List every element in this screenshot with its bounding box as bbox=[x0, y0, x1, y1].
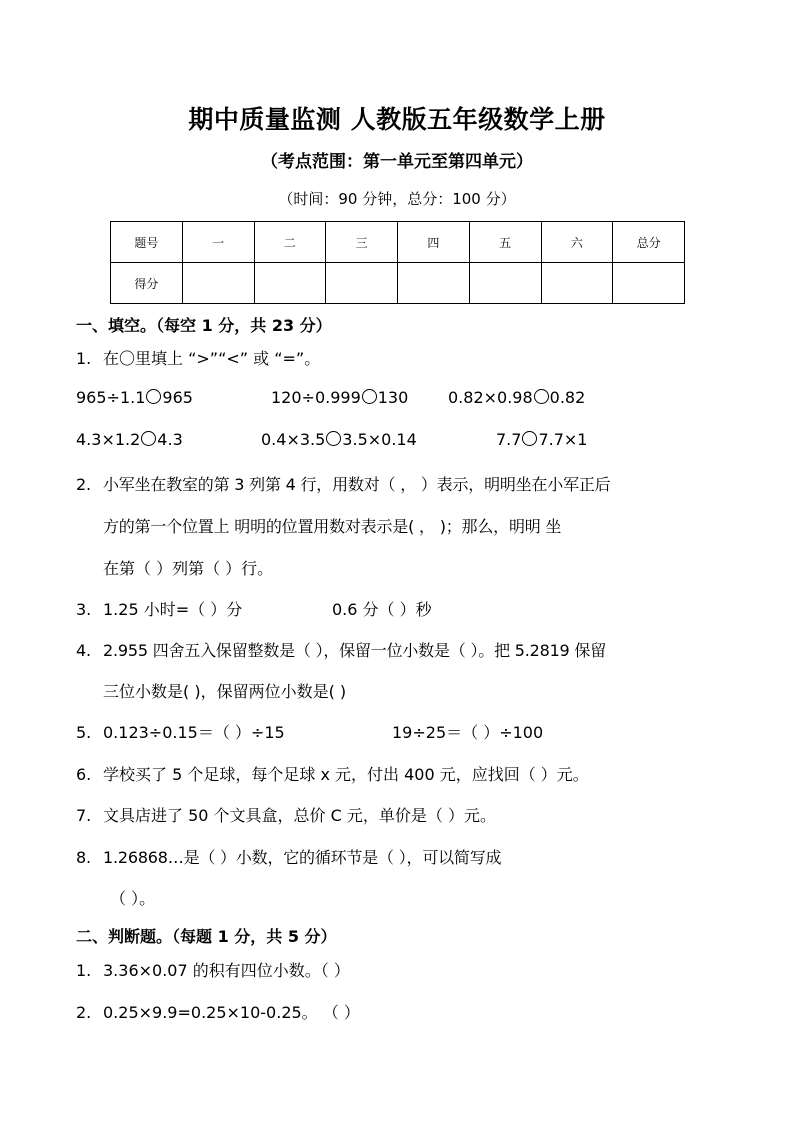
judge-question-1 bbox=[76, 958, 350, 981]
compare-left: 0.4×3.5 bbox=[261, 430, 326, 449]
header-cell: 二 bbox=[254, 222, 326, 263]
question-number: 3. bbox=[76, 600, 92, 619]
section-2-heading: 二、判断题。（每题 1 分，共 5 分） bbox=[76, 927, 337, 946]
question-number: 4. bbox=[76, 641, 91, 660]
question-3-part-b: 0.6 分（ ）秒 bbox=[332, 600, 432, 619]
score-cell[interactable] bbox=[182, 263, 254, 304]
score-cell[interactable] bbox=[469, 263, 541, 304]
compare-left: 120÷0.999 bbox=[271, 388, 361, 407]
question-text: 1.26868…是（ ）小数，它的循环节是（ ），可以简写成 bbox=[103, 848, 502, 867]
judge-question-2 bbox=[76, 1000, 360, 1023]
question-number: 6. bbox=[76, 765, 92, 784]
header-cell: 六 bbox=[541, 222, 613, 263]
compare-circle-blank[interactable] bbox=[534, 389, 549, 404]
compare-right: 0.82 bbox=[549, 388, 586, 407]
header-cell: 题号 bbox=[111, 222, 183, 263]
question-text: 3.36×0.07 的积有四位小数。（ ） bbox=[103, 961, 350, 980]
score-table bbox=[110, 221, 685, 304]
compare-circle-blank[interactable] bbox=[522, 431, 537, 446]
question-text: 文具店进了 50 个文具盒，总价 C 元，单价是（ ）元。 bbox=[103, 806, 496, 825]
question-number: 1. bbox=[76, 349, 92, 368]
question-3 bbox=[76, 597, 242, 620]
score-cell[interactable] bbox=[613, 263, 685, 304]
score-table-score-row bbox=[111, 263, 685, 304]
exam-scope: （考点范围：第一单元至第四单元） bbox=[261, 152, 533, 172]
score-cell[interactable] bbox=[326, 263, 398, 304]
header-cell: 五 bbox=[469, 222, 541, 263]
score-cell[interactable] bbox=[541, 263, 613, 304]
compare-right: 4.3 bbox=[157, 430, 183, 449]
question-2-cont: 在第（ ）列第（ ）行。 bbox=[103, 559, 274, 578]
question-1 bbox=[76, 346, 320, 369]
question-4-cont: 三位小数是( )，保留两位小数是( ) bbox=[103, 682, 347, 701]
question-4 bbox=[76, 638, 606, 661]
question-number: 8. bbox=[76, 848, 91, 867]
question-text: 0.123÷0.15＝（ ）÷15 bbox=[103, 723, 285, 742]
compare-right: 130 bbox=[377, 388, 409, 407]
score-cell[interactable] bbox=[398, 263, 470, 304]
compare-right: 965 bbox=[162, 388, 193, 407]
compare-item bbox=[76, 430, 183, 449]
compare-circle-blank[interactable] bbox=[146, 389, 161, 404]
score-cell[interactable] bbox=[254, 263, 326, 304]
question-7 bbox=[76, 803, 496, 826]
compare-item bbox=[496, 430, 587, 449]
question-text: 0.25×9.9=0.25×10-0.25。 （ ） bbox=[103, 1003, 360, 1022]
compare-item bbox=[261, 430, 417, 449]
compare-right: 7.7×1 bbox=[538, 430, 588, 449]
exam-time-score: （时间：90 分钟，总分：100 分） bbox=[278, 190, 516, 208]
compare-left: 965÷1.1 bbox=[76, 388, 146, 407]
compare-left: 7.7 bbox=[496, 430, 522, 449]
compare-left: 0.82×0.98 bbox=[448, 388, 533, 407]
compare-circle-blank[interactable] bbox=[362, 389, 377, 404]
question-text: 2.955 四舍五入保留整数是（ ），保留一位小数是（ ）。把 5.2819 保留 bbox=[103, 641, 607, 660]
question-6 bbox=[76, 762, 589, 785]
section-1-heading: 一、填空。（每空 1 分，共 23 分） bbox=[76, 316, 332, 335]
header-cell: 四 bbox=[398, 222, 470, 263]
question-text: 1.25 小时=（ ）分 bbox=[103, 600, 243, 619]
compare-right: 3.5×0.14 bbox=[342, 430, 417, 449]
row-label-cell: 得分 bbox=[111, 263, 183, 304]
question-5 bbox=[76, 720, 285, 743]
question-number: 2. bbox=[76, 475, 91, 494]
question-number: 5. bbox=[76, 723, 92, 742]
question-2-cont: 方的第一个位置上 明明的位置用数对表示是( ， )；那么，明明 坐 bbox=[103, 517, 562, 536]
question-8-cont: （ ）。 bbox=[110, 889, 156, 908]
header-cell: 总分 bbox=[613, 222, 685, 263]
question-8 bbox=[76, 845, 501, 868]
compare-circle-blank[interactable] bbox=[141, 431, 156, 446]
question-text: 学校买了 5 个足球，每个足球 x 元，付出 400 元，应找回（ ）元。 bbox=[103, 765, 589, 784]
compare-item bbox=[271, 388, 408, 407]
score-table-header-row bbox=[111, 222, 685, 263]
question-2 bbox=[76, 472, 610, 495]
compare-left: 4.3×1.2 bbox=[76, 430, 141, 449]
question-text: 在〇里填上 “>”“<” 或 “=”。 bbox=[103, 349, 321, 368]
header-cell: 一 bbox=[182, 222, 254, 263]
compare-circle-blank[interactable] bbox=[326, 431, 341, 446]
header-cell: 三 bbox=[326, 222, 398, 263]
question-text: 小军坐在教室的第 3 列第 4 行，用数对（ ， ）表示，明明坐在小军正后 bbox=[103, 475, 611, 494]
question-number: 1. bbox=[76, 961, 92, 980]
question-number: 7. bbox=[76, 806, 92, 825]
compare-item bbox=[448, 388, 585, 407]
question-5-part-b: 19÷25＝（ ）÷100 bbox=[392, 723, 544, 742]
page-title: 期中质量监测 人教版五年级数学上册 bbox=[188, 105, 606, 134]
question-number: 2. bbox=[76, 1003, 92, 1022]
compare-item bbox=[76, 388, 193, 407]
